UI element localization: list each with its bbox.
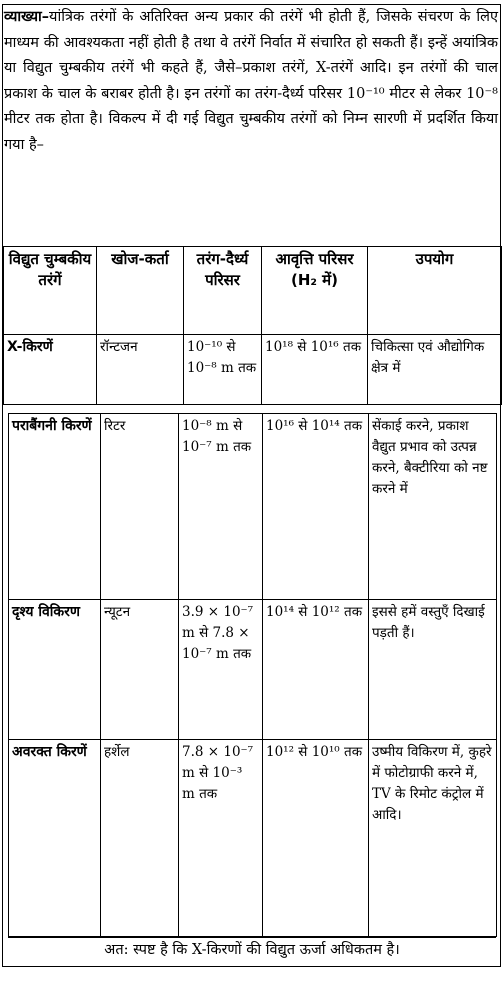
cell-discoverer: हर्शेल (101, 740, 179, 937)
cell-discoverer: रॉन्टजन (97, 335, 184, 405)
header-use: उपयोग (368, 247, 502, 335)
cell-wavelength: 10⁻¹⁰ से 10⁻⁸ m तक (184, 335, 262, 405)
em-waves-table-bottom (8, 413, 497, 937)
cell-wavelength: 10⁻⁸ m से 10⁻⁷ m तक (179, 414, 263, 600)
header-discoverer: खोज-कर्ता (97, 247, 184, 335)
em-waves-table-top (3, 246, 502, 405)
cell-wavelength: 7.8 × 10⁻⁷ m से 10⁻³ m तक (179, 740, 263, 937)
explanation-text: यांत्रिक तरंगों के अतिरिक्त अन्य प्रकार की तरंगें भी होती हैं, जिसके संचरण के लिए माध्यम की आवश्यकता नहीं होती है तथा वे तरंगें निर्वात में संचारित हो सकती हैं। इन्हें अयांत्रिक या विद्युत चुम्बकीय तरंगें भी कहते हैं, जैसे–प्रकाश तरंगें, X-तरंगें आदि। इन तरंगों की चाल प्रकाश के चाल के बराबर होती है। इन तरंगों का तरंग-दैर्ध्य परिसर 10⁻¹⁰ मीटर से लेकर 10⁻⁸ मीटर तक होता है। विकल्प में दी गई विद्युत चुम्बकीय तरंगों को निम्न सारणी में प्रदर्शित किया गया है– (4, 9, 498, 153)
cell-use: सेंकाई करने, प्रकाश वैद्युत प्रभाव को उत्पन्न करने, बैक्टीरिया को नष्ट करने में (369, 414, 497, 600)
cell-discoverer: न्यूटन (101, 600, 179, 740)
table-row (9, 740, 497, 937)
conclusion-text: अत: स्पष्ट है कि X-किरणों की विद्युत ऊर्जा अधिकतम है। (8, 937, 496, 962)
table-header-row (4, 247, 502, 335)
header-wave: विद्युत चुम्बकीय तरंगें (4, 247, 97, 335)
cell-use: चिकित्सा एवं औद्योगिक क्षेत्र में (368, 335, 502, 405)
header-frequency: आवृत्ति परिसर (H₂ में) (262, 247, 368, 335)
cell-frequency: 10¹⁸ से 10¹⁶ तक (262, 335, 368, 405)
cell-use: उष्मीय विकिरण में, कुहरे में फोटोग्राफी करने में, TV के रिमोट कंट्रोल में आदि। (369, 740, 497, 937)
explanation-paragraph (4, 5, 498, 159)
cell-use: इससे हमें वस्तुएँ दिखाई पड़ती हैं। (369, 600, 497, 740)
cell-frequency: 10¹² से 10¹⁰ तक (263, 740, 369, 937)
explanation-label: व्याख्या– (4, 9, 50, 25)
header-wavelength: तरंग-दैर्ध्य परिसर (184, 247, 262, 335)
cell-wave: अवरक्त किरणें (9, 740, 101, 937)
table-row (9, 414, 497, 600)
cell-wavelength: 3.9 × 10⁻⁷ m से 7.8 × 10⁻⁷ m तक (179, 600, 263, 740)
cell-wave: पराबैंगनी किरणें (9, 414, 101, 600)
cell-wave: X-किरणें (4, 335, 97, 405)
table-row (9, 600, 497, 740)
cell-wave: दृश्य विकिरण (9, 600, 101, 740)
cell-frequency: 10¹⁶ से 10¹⁴ तक (263, 414, 369, 600)
cell-discoverer: रिटर (101, 414, 179, 600)
cell-frequency: 10¹⁴ से 10¹² तक (263, 600, 369, 740)
table-row (4, 335, 502, 405)
